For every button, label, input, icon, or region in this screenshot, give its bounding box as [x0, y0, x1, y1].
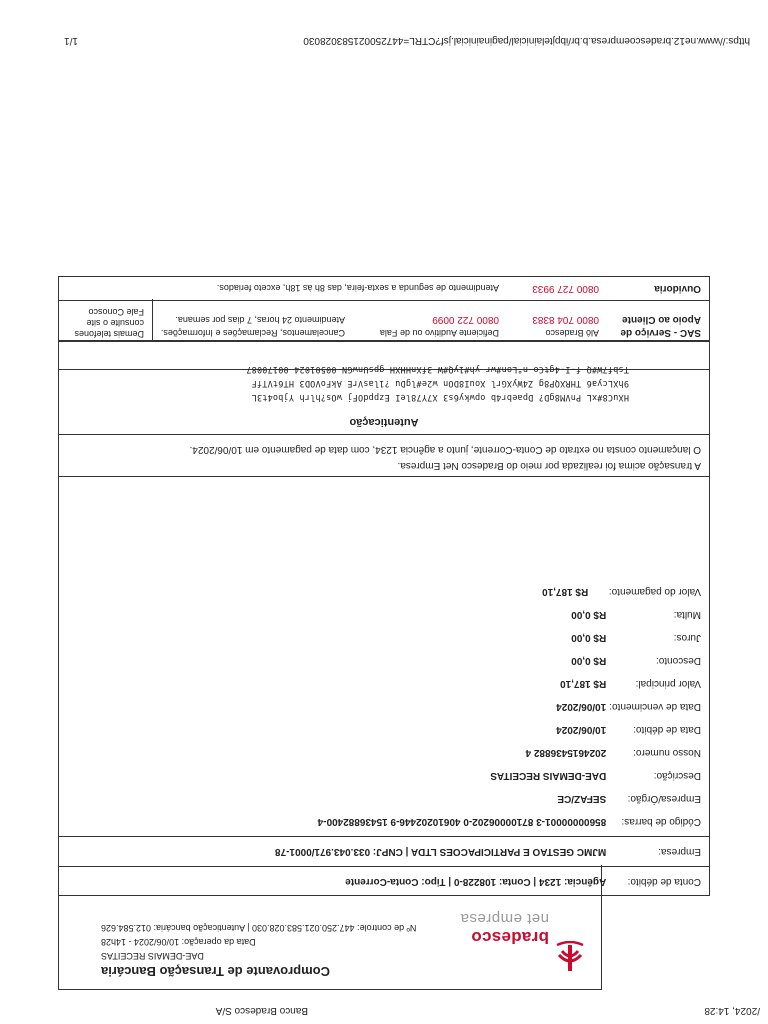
- due-date-label: Data de vencimento:: [609, 701, 701, 712]
- debit-account-value: Agência: 1234 | Conta: 108228-0 | Tipo: Conta-Corrente: [345, 876, 607, 887]
- other-phones-line2: consulte o site: [86, 318, 144, 328]
- divider: [59, 836, 709, 837]
- due-date-value: 10/06/2024: [556, 701, 607, 712]
- deficient-phone: 0800 722 0099: [432, 314, 499, 325]
- alo-bradesco-phone: 0800 704 8383: [532, 314, 599, 325]
- barcode-value: 85600000001-3 87100006202-0 40610202446-9 15436882400-4: [317, 816, 607, 827]
- bradesco-tree-icon: [553, 941, 587, 975]
- ouvidoria-box: [58, 276, 710, 301]
- print-url: https://www.ne12.bradescoempresa.b.br/ibpjtelainicial/paginainicial.jsf?CTRL=447250021583028030: [303, 35, 750, 46]
- discount-label: Desconto:: [655, 655, 701, 666]
- alo-bradesco-label: Alô Bradesco: [545, 328, 599, 338]
- message-line-1: A transação acima foi realizada por meio do Bradesco Net Empresa.: [397, 460, 701, 471]
- control-number: Nº de controle: 447.250.021.583.028.030 | Autenticação bancária: 012.584.626: [101, 923, 417, 933]
- other-phones-line3: Fale Conosco: [88, 307, 144, 317]
- our-number-label: Nosso numero:: [633, 747, 701, 758]
- print-page-number: 1/1: [64, 35, 78, 46]
- discount-row: [571, 655, 709, 666]
- deficient-label: Deficiente Auditivo ou de Fala: [379, 328, 499, 338]
- sac-label-line1: SAC - Serviço de: [620, 327, 701, 338]
- debit-account-row: [345, 876, 709, 887]
- principal-row: [560, 678, 709, 689]
- brand-name: bradesco: [471, 928, 549, 947]
- barcode-label: Código de barras:: [621, 816, 701, 827]
- description-value: DAE-DEMAIS RECEITAS: [490, 770, 607, 781]
- debit-date-value: 10/06/2024: [556, 724, 607, 735]
- brand-subname: net empresa: [460, 910, 549, 927]
- principal-value: R$ 187,10: [560, 678, 607, 689]
- debit-account-label: Conta de débito:: [627, 876, 701, 887]
- receipt-main-box: [58, 369, 710, 896]
- interest-row: [571, 632, 709, 643]
- debit-date-label: Data de débito:: [633, 724, 701, 735]
- divider: [59, 476, 709, 477]
- interest-value: R$ 0,00: [571, 632, 607, 643]
- authentication-title: Autenticação: [349, 416, 419, 428]
- print-datetime: /2024, 14:28: [704, 1005, 760, 1016]
- principal-label: Valor principal:: [635, 678, 701, 689]
- other-phones-line1: Demais telefones: [74, 329, 144, 339]
- company-row: [275, 846, 709, 857]
- sac-label-line2: Apoio ao Cliente: [622, 314, 701, 325]
- divider: [59, 866, 709, 867]
- description-label: Descrição:: [653, 770, 701, 781]
- interest-label: Juros:: [673, 632, 701, 643]
- agency-value: SEFAZ/CE: [557, 793, 607, 804]
- debit-date-row: [556, 724, 709, 735]
- paid-row: [542, 586, 709, 597]
- ouvidoria-hours: Atendimento de segunda a sexta-feira, das 8h às 18h, exceto feriados.: [216, 283, 499, 293]
- fine-value: R$ 0,00: [571, 609, 607, 620]
- discount-value: R$ 0,00: [571, 655, 607, 666]
- description-row: [490, 770, 709, 781]
- due-date-row: [556, 701, 709, 712]
- receipt-subtitle: DAE-DEMAIS RECEITAS: [101, 951, 204, 961]
- company-label: Empresa:: [658, 846, 701, 857]
- agency-row: [557, 793, 709, 804]
- authentication-line: HXuC8#xL PnVM8gD? Dpaebr4b opwky6s3 X7Y78leI EzppdOFj wOs?hlrh Yjbo4t3L: [251, 392, 629, 402]
- authentication-line: Tsbf7W#Q f-I-4gtCo n°Lon#wr yh#1yQ#W 3fXnHHXH gpsUnwGN 00501024 00170087: [246, 364, 629, 374]
- our-number-value: 2024615436882 4: [525, 747, 607, 758]
- print-bank-name: Banco Bradesco S/A: [215, 1005, 308, 1016]
- ouvidoria-phone: 0800 727 9933: [532, 283, 599, 294]
- barcode-row: [318, 816, 709, 827]
- ouvidoria-label: Ouvidoria: [654, 283, 701, 294]
- sac-box: [58, 300, 710, 342]
- our-number-row: [526, 747, 709, 758]
- sac-info-line1: Cancelamentos, Reclamações e Informações.: [160, 328, 345, 338]
- agency-label: Empresa/Órgão:: [627, 793, 701, 804]
- vertical-divider: [152, 299, 153, 341]
- paid-label: Valor do pagamento:: [608, 586, 701, 597]
- sac-info-line2: Atendimento 24 horas, 7 dias por semana.: [175, 315, 345, 325]
- company-value: MJMC GESTAO E PARTICIPACOES LTDA | CNPJ: 033.043.971/0001-78: [274, 846, 607, 857]
- authentication-line: 9hXLcya6 THRXQP8g Z4WyXGrl XouI8DOn w2e#lgDu ?1lasVrE AkFoVOD3 HT6tVTfF: [251, 378, 629, 388]
- fine-row: [571, 609, 709, 620]
- receipt-title: Comprovante de Transação Bancária: [101, 964, 331, 979]
- operation-date: Data da operação: 10/06/2024 - 14h28: [101, 937, 256, 947]
- paid-value: R$ 187,10: [542, 586, 589, 597]
- fine-label: Multa:: [673, 609, 701, 620]
- message-line-2: O lançamento consta no extrato de Conta-Corrente, junto a agência 1234, com data de pagamento em 10/06/2024.: [189, 444, 701, 455]
